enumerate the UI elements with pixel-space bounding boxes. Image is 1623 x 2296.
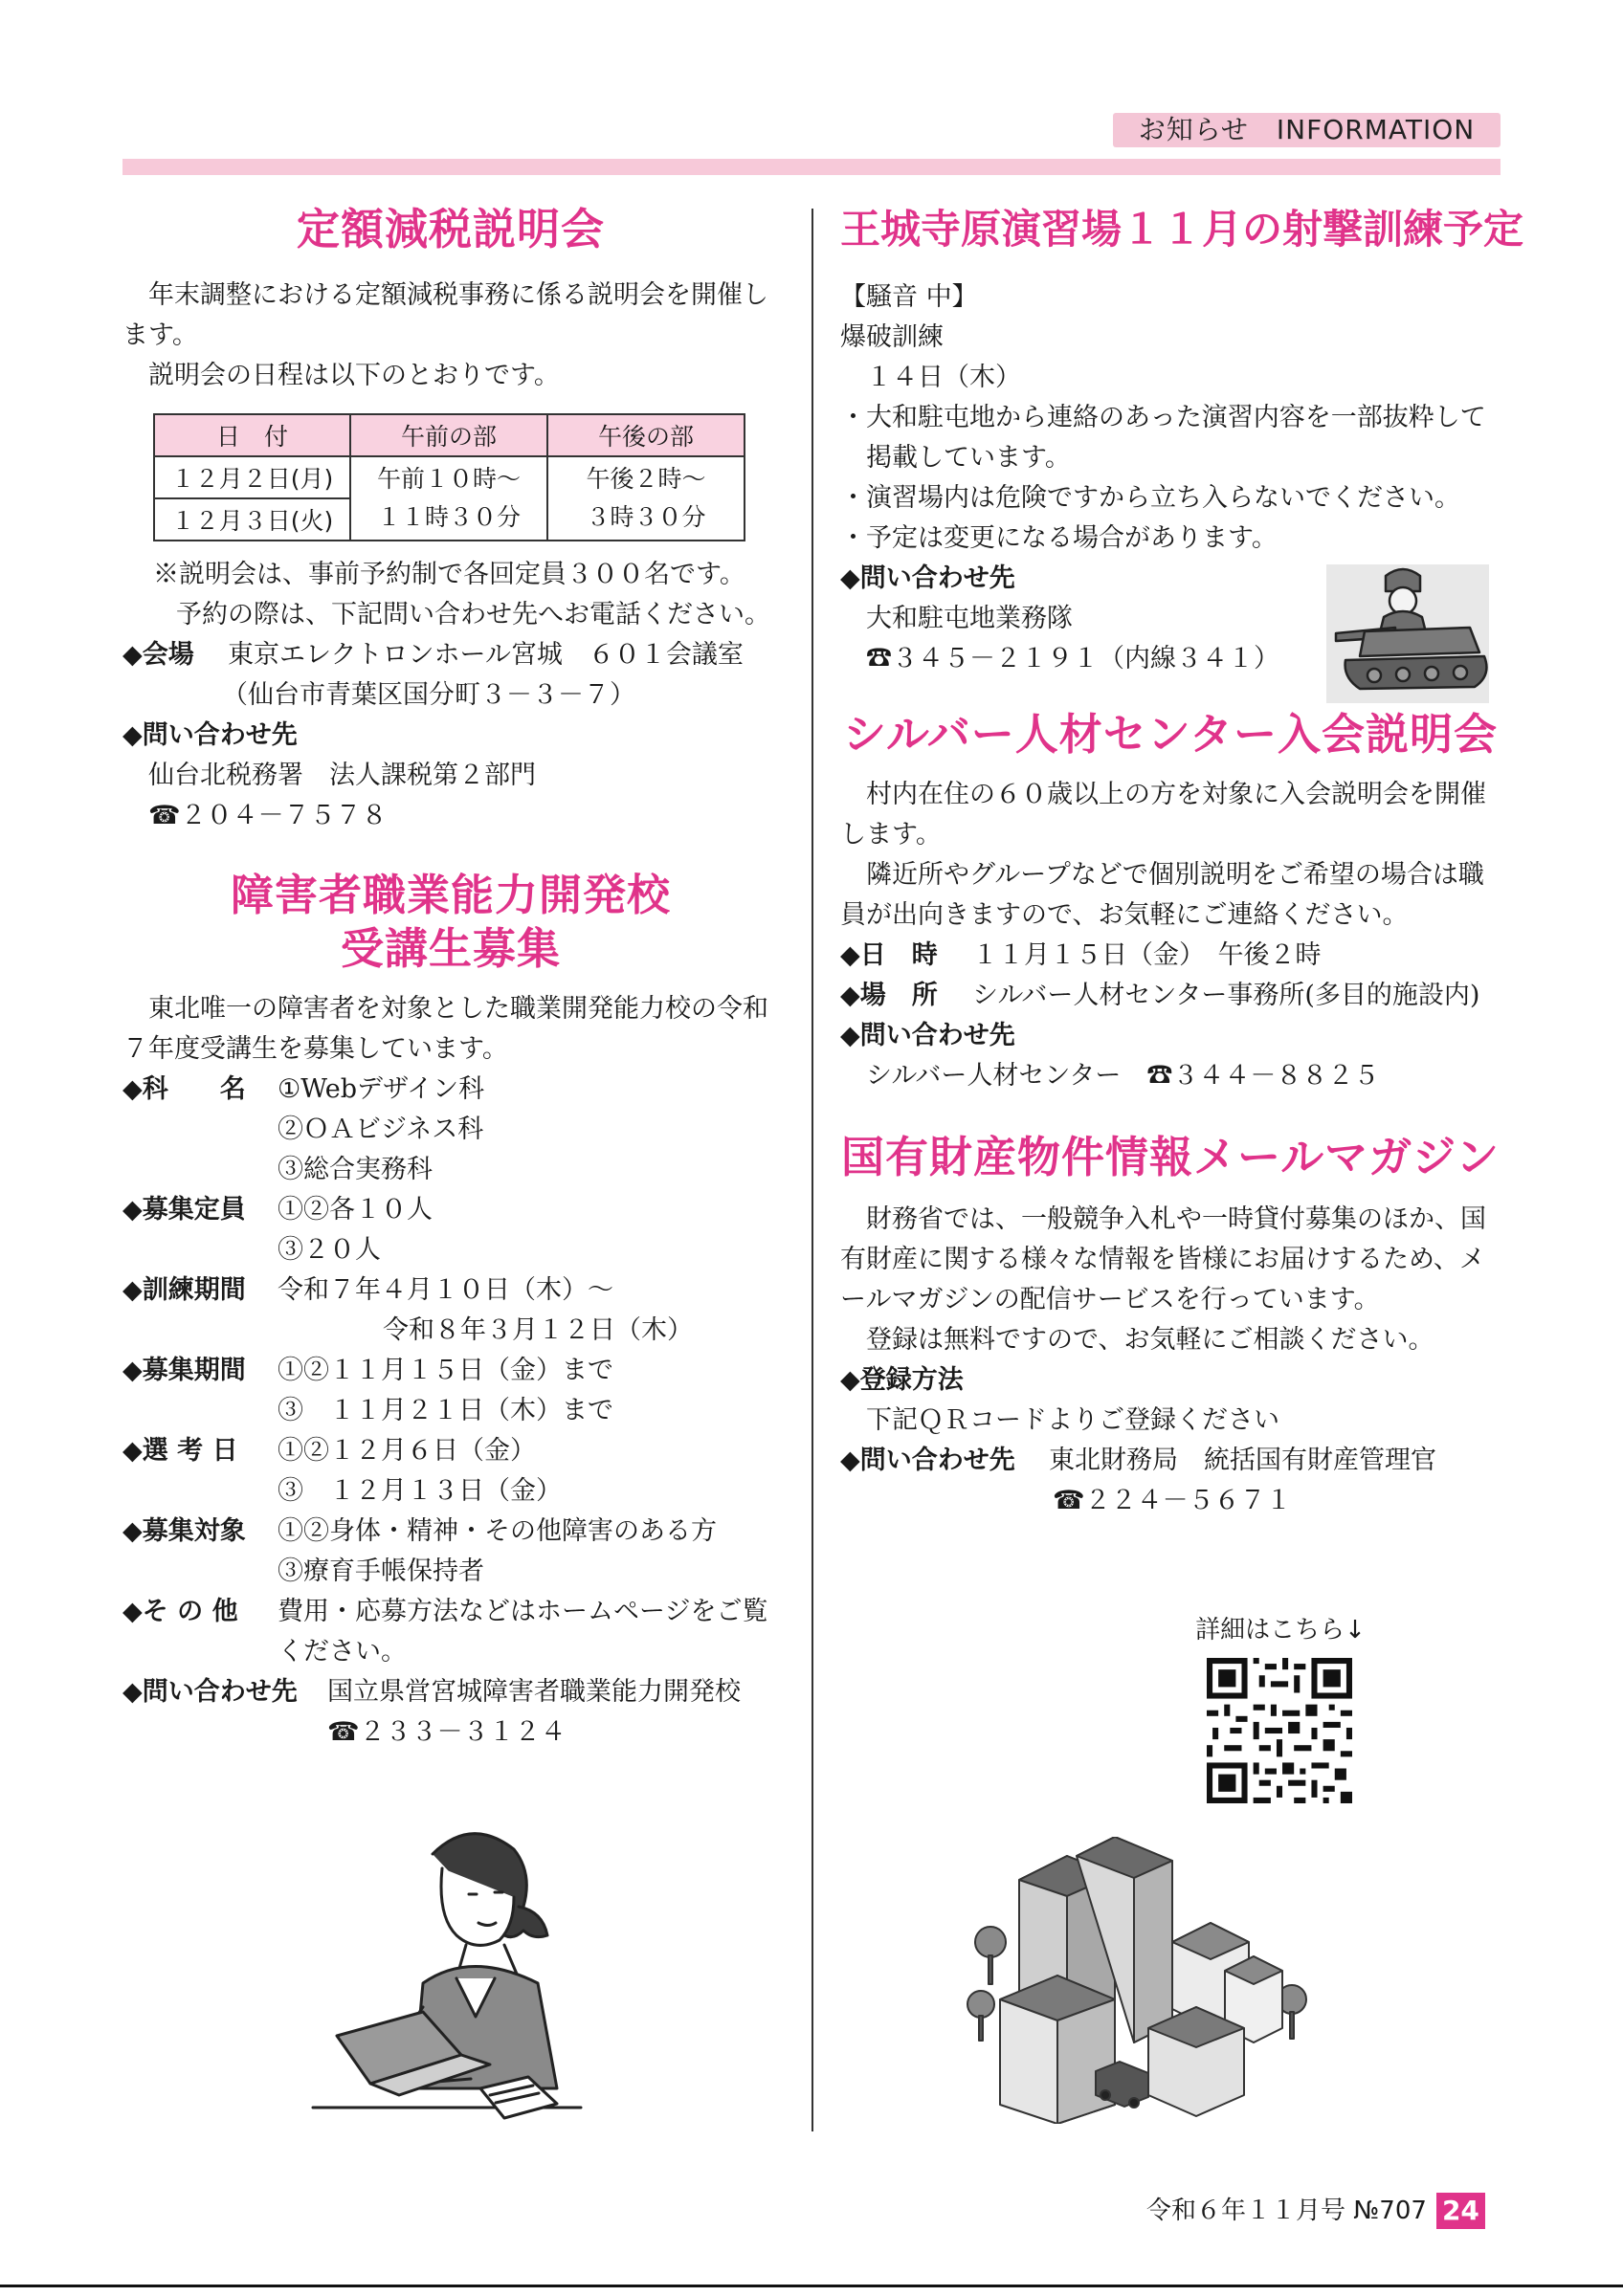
section-header-tab: お知らせ INFORMATION: [1113, 113, 1501, 147]
mail-magazine-intro: 財務省では、一般競争入札や一時貸付募集のほか、国有財産に関する様々な情報を皆様にお届けするため、メールマガジンの配信サービスを行っています。: [840, 1204, 1486, 1314]
left-column: [122, 191, 779, 1753]
vocational-contact-tel: ☎２３３－３１２４: [327, 1717, 567, 1747]
exam-date-label: ◆選 考 日: [122, 1436, 238, 1466]
target-item: ③療育手帳保持者: [278, 1556, 484, 1586]
course-item: ①Webデザイン科: [278, 1074, 485, 1104]
exam-dates: [278, 1431, 779, 1512]
silver-place-row: [840, 976, 1501, 1016]
mail-contact-name: 東北財務局 統括国有財産管理官: [1049, 1446, 1436, 1475]
silver-time-row: [840, 936, 1501, 976]
tax-seminar-section: [122, 203, 779, 836]
vocational-title-line2: 受講生募集: [340, 923, 561, 974]
qr-code[interactable]: [1207, 1658, 1352, 1803]
contact-label: ◆問い合わせ先: [122, 720, 298, 750]
schedule-header-am: 午前の部: [350, 414, 547, 456]
other-label: ◆そ の 他: [122, 1597, 238, 1626]
venue-value: 東京エレクトロンホール宮城 ６０１会議室: [228, 640, 744, 670]
drill-contact-name: 大和駐屯地業務隊: [866, 604, 1073, 633]
target-label: ◆募集対象: [122, 1516, 246, 1546]
application-period-row: [122, 1351, 779, 1431]
course-row: [122, 1070, 779, 1190]
silver-time-label: ◆日 時: [840, 940, 938, 970]
schedule-am: [350, 456, 547, 541]
training-period: [278, 1270, 779, 1351]
qr-code-caption: 詳細はこちら↓: [1195, 1616, 1366, 1645]
quota-item: ③２０人: [278, 1235, 381, 1265]
registration-method: 下記ＱＲコードよりご登録ください: [866, 1405, 1279, 1435]
page-footer: [1146, 2193, 1485, 2229]
reservation-note-2: 予約の際は、下記問い合わせ先へお電話ください。: [176, 600, 770, 629]
venue-address: （仙台市青葉区国分町３－３－７）: [222, 680, 635, 710]
silver-center-title: シルバー人材センター入会説明会: [843, 709, 1498, 760]
quota-list: [278, 1190, 779, 1270]
vocational-contact-name: 国立県営宮城障害者職業能力開発校: [327, 1677, 741, 1707]
silver-contact-label: ◆問い合わせ先: [840, 1021, 1015, 1050]
vocational-contact-label: ◆問い合わせ先: [122, 1677, 298, 1707]
venue-label: ◆会場: [122, 640, 194, 670]
drill-note: ・演習場内は危険ですから立ち入らないでください。: [840, 483, 1460, 513]
mail-magazine-intro-2: 登録は無料ですので、お気軽にご相談ください。: [866, 1325, 1434, 1355]
mail-magazine-section: [840, 1131, 1501, 1521]
drill-contact-tel: ☎３４５－２１９１（内線３４１）: [866, 644, 1279, 673]
schedule-am-end: １１時３０分: [376, 503, 521, 531]
schedule-date: １２月２日(月): [154, 456, 350, 498]
vocational-intro: 東北唯一の障害者を対象とした職業開発能力校の令和７年度受講生を募集しています。: [122, 994, 768, 1064]
schedule-date: １２月３日(火): [154, 498, 350, 541]
other-row: [122, 1592, 779, 1672]
training-period-row: [122, 1270, 779, 1351]
schedule-am-start: 午前１０時～: [376, 465, 521, 493]
issue-label: 令和６年１１月号 №707: [1146, 2197, 1427, 2225]
bottom-rule: [0, 2285, 1623, 2287]
drill-date: １４日（木）: [866, 363, 1021, 392]
drill-contact-label: ◆問い合わせ先: [840, 563, 1015, 593]
woman-at-laptop-illustration: [308, 1816, 586, 2131]
city-buildings-illustration: [962, 1837, 1316, 2124]
application-period-label: ◆募集期間: [122, 1356, 246, 1385]
page-number: 24: [1436, 2193, 1485, 2229]
course-item: ②ＯＡビジネス科: [278, 1115, 484, 1144]
silver-place-label: ◆場 所: [840, 981, 938, 1010]
tank-illustration: [1317, 564, 1489, 703]
training-period-label: ◆訓練期間: [122, 1275, 246, 1305]
right-column: [840, 191, 1524, 1521]
venue-row: [122, 635, 779, 675]
contact-tel: ☎２０４－７５７８: [148, 801, 388, 830]
target-list: [278, 1512, 779, 1592]
mail-contact-label: ◆問い合わせ先: [840, 1446, 1015, 1475]
tax-seminar-title: 定額減税説明会: [296, 204, 605, 254]
tax-seminar-intro: 年末調整における定額減税事務に係る説明会を開催します。: [122, 280, 768, 350]
column-divider: [812, 209, 813, 2131]
exam-date-item: ①②１２月６日（金）: [278, 1436, 536, 1466]
schedule-header-row: [154, 414, 745, 456]
schedule-row: [154, 456, 745, 498]
header-bar: [122, 159, 1501, 175]
exam-date-item: ③ １２月１３日（金）: [278, 1476, 562, 1506]
schedule-pm: [547, 456, 745, 541]
course-item: ③総合実務科: [278, 1155, 433, 1184]
exam-date-row: [122, 1431, 779, 1512]
contact-name: 仙台北税務署 法人課税第２部門: [148, 761, 536, 790]
training-period-end: 令和８年３月１２日（木）: [383, 1315, 693, 1345]
application-period-item: ③ １１月２１日（木）まで: [278, 1396, 613, 1425]
mail-contact-tel: ☎２２４－５６７１: [1053, 1486, 1292, 1515]
course-list: [278, 1070, 779, 1190]
mail-contact-row: [840, 1441, 1501, 1481]
vocational-school-section: [122, 869, 779, 1753]
schedule-header-pm: 午後の部: [547, 414, 745, 456]
quota-label: ◆募集定員: [122, 1195, 246, 1225]
silver-center-intro: 村内在住の６０歳以上の方を対象に入会説明会を開催します。: [840, 780, 1486, 850]
schedule-pm-start: 午後２時～: [586, 465, 706, 493]
silver-center-section: [840, 708, 1501, 1096]
application-period: [278, 1351, 779, 1431]
drill-note: ・大和駐屯地から連絡のあった演習内容を一部抜粋して掲載しています。: [840, 403, 1486, 473]
drill-type: 爆破訓練: [840, 322, 944, 352]
schedule-header-date: 日 付: [154, 414, 350, 456]
target-item: ①②身体・精神・その他障害のある方: [278, 1516, 717, 1546]
firing-drill-title: 王城寺原演習場１１月の射撃訓練予定: [840, 206, 1524, 253]
reservation-note: ※説明会は、事前予約制で各回定員３００名です。: [153, 560, 745, 589]
target-row: [122, 1512, 779, 1592]
silver-place-value: シルバー人材センター事務所(多目的施設内): [972, 981, 1480, 1010]
silver-time-value: １１月１５日（金） 午後２時: [972, 940, 1322, 970]
application-period-item: ①②１１月１５日（金）まで: [278, 1356, 613, 1385]
schedule-table: [153, 413, 745, 541]
training-period-start: 令和７年４月１０日（木）～: [278, 1275, 613, 1305]
course-label: ◆科 名: [122, 1074, 246, 1104]
vocational-title-line1: 障害者職業能力開発校: [230, 870, 671, 920]
drill-note: ・予定は変更になる場合があります。: [840, 523, 1278, 553]
silver-contact: シルバー人材センター ☎３４４－８８２５: [866, 1061, 1380, 1091]
registration-label: ◆登録方法: [840, 1365, 964, 1395]
tax-seminar-schedule-intro: 説明会の日程は以下のとおりです。: [148, 361, 560, 390]
schedule-pm-end: ３時３０分: [586, 503, 706, 531]
vocational-contact-row: [122, 1672, 779, 1712]
quota-item: ①②各１０人: [278, 1195, 433, 1225]
quota-row: [122, 1190, 779, 1270]
noise-level: 【騒音 中】: [840, 282, 978, 312]
other-value: 費用・応募方法などはホームページをご覧ください。: [278, 1597, 768, 1667]
silver-center-intro-2: 隣近所やグループなどで個別説明をご希望の場合は職員が出向きますので、お気軽にご連絡ください。: [840, 860, 1484, 930]
mail-magazine-title: 国有財産物件情報メールマガジン: [841, 1132, 1500, 1182]
